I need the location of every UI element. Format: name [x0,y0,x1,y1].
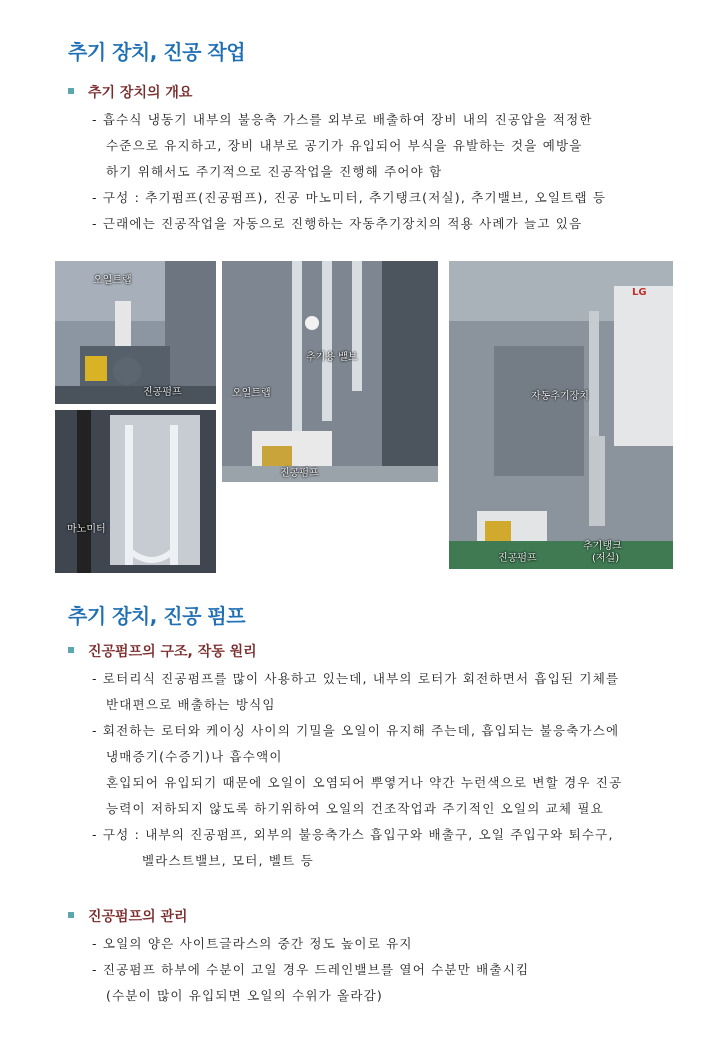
bullet-icon [68,647,74,653]
photo-label-vacuum-pump-3: 진공펌프 [498,553,537,564]
structure-line-3: - 회전하는 로터와 케이싱 사이의 기밀을 오일이 유지해 주는데, 흡입되는 불응축가스에 [92,723,620,738]
photo-label-purge-tank: 추기탱크 [583,541,622,552]
bullet-icon [68,912,74,918]
photo-label-vacuum-pump-2: 진공펌프 [280,468,319,479]
photo-label-purge-valve: 추기용 밸브 [306,352,358,363]
subsection-title-management [68,906,188,926]
structure-line-2: 반대편으로 배출하는 방식임 [106,697,276,712]
photo-label-oil-trap: 오일트랩 [93,275,132,286]
section-title-vacuum-pump: 추기 장치, 진공 펌프 [68,604,246,628]
photo-label-manometer: 마노미터 [67,524,106,535]
photo-purge-valve [222,261,438,482]
photo-oil-trap-vacuum-pump [55,261,216,404]
overview-line-1: - 흡수식 냉동기 내부의 불응축 가스를 외부로 배출하여 장비 내의 진공압을 적정한 [92,112,593,127]
subsection-title-text: 추기 장치의 개요 [88,85,193,101]
structure-line-8: 벨라스트밸브, 모터, 벨트 등 [142,853,314,868]
structure-line-1: - 로터리식 진공펌프를 많이 사용하고 있는데, 내부의 로터가 회전하면서 흡입된 기체를 [92,671,620,686]
overview-line-3: 하기 위해서도 주기적으로 진공작업을 진행해 주어야 함 [106,164,443,179]
management-line-3: (수분이 많이 유입되면 오일의 수위가 올라감) [106,988,383,1003]
subsection-title-overview [68,82,192,102]
management-line-2: - 진공펌프 하부에 수분이 고일 경우 드레인밸브를 열어 수분만 배출시킴 [92,962,530,977]
structure-line-6: 능력이 저하되지 않도록 하기위하여 오일의 건조작업과 주기적인 오일의 교체 필요 [106,801,604,816]
structure-line-5: 혼입되어 유입되기 때문에 오일이 오염되어 뿌옇거나 약간 누런색으로 변할 경우 진공 [106,775,623,790]
structure-line-7: - 구성 : 내부의 진공펌프, 외부의 불응축가스 흡입구와 배출구, 오일 주입구와 퇴수구, [92,827,614,842]
section-title-purge-work: 추기 장치, 진공 작업 [68,40,246,64]
overview-line-5: - 근래에는 진공작업을 자동으로 진행하는 자동추기장치의 적용 사례가 늘고 있음 [92,216,583,231]
overview-line-4: - 구성 : 추기펌프(진공펌프), 진공 마노미터, 추기탱크(저실), 추기밸브, 오일트랩 등 [92,190,607,205]
photo-label-purge-tank-sub: (저실) [592,553,620,564]
subsection-title-text: 진공펌프의 구조, 작동 원리 [88,644,257,660]
brand-logo: LG [632,287,647,298]
photo-auto-purge-unit [449,261,673,569]
photo-label-oil-trap-2: 오일트랩 [232,388,271,399]
photo-label-vacuum-pump: 진공펌프 [143,387,182,398]
overview-line-2: 수준으로 유지하고, 장비 내부로 공기가 유입되어 부식을 유발하는 것을 예방을 [106,138,583,153]
structure-line-4: 냉매증기(수증기)나 흡수액이 [106,749,283,764]
management-line-1: - 오일의 양은 사이트글라스의 중간 정도 높이로 유지 [92,936,413,951]
photo-manometer [55,410,216,573]
photo-label-auto-purge: 자동추기장치 [531,391,589,402]
subsection-title-structure [68,641,257,661]
subsection-title-text: 진공펌프의 관리 [88,909,188,925]
bullet-icon [68,88,74,94]
